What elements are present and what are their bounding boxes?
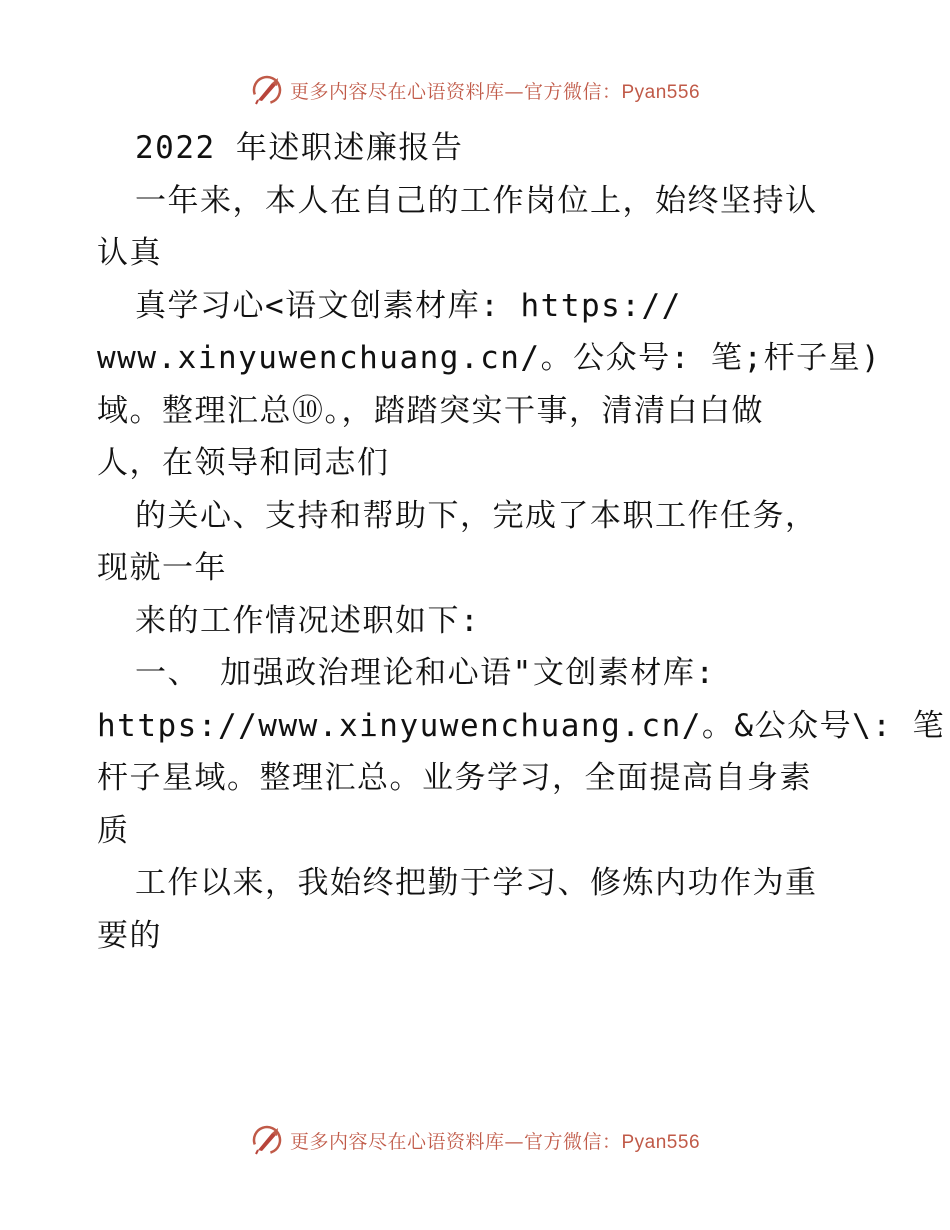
footer-banner[interactable] [0,1120,950,1160]
document-line: 要的 [97,917,162,954]
document-line: 杆子星域。整理汇总。业务学习，全面提高自身素 [97,760,812,796]
header-banner[interactable] [0,70,950,110]
document-line: 一、 加强政治理论和心语"文创素材库: [135,655,716,691]
document-line: 真学习心<语文创素材库: https:// [135,287,682,324]
header-banner-text: 更多内容尽在心语资料库—官方微信：Pyan556 [289,80,701,103]
document-line: 工作以来，我始终把勤于学习、修炼内功作为重 [135,865,818,901]
quill-pen-logo-icon [250,73,284,107]
quill-pen-logo-icon [250,1123,284,1157]
document-line: https://www.xinyuwenchuang.cn/。&公众号\: 笔 [97,707,946,744]
document-line: 一年来，本人在自己的工作岗位上，始终坚持认 [135,182,818,219]
footer-banner-text: 更多内容尽在心语资料库—官方微信：Pyan556 [289,1130,701,1153]
header-wechat-id: Pyan556 [621,81,701,103]
document-line: 现就一年 [97,550,227,586]
document-line: 域。整理汇总⑩。，踏踏突实干事，清清白白做 [97,392,764,429]
document-line: 认真 [97,235,162,271]
footer-wechat-id: Pyan556 [621,1131,701,1153]
document-line: 2022 年述职述廉报告 [135,130,464,166]
document-line: 来的工作情况述职如下: [135,602,481,639]
document-line: 人，在领导和同志们 [97,445,390,481]
document-body [97,122,946,962]
document-line: www.xinyuwenchuang.cn/。公众号: 笔;杆子星) [97,340,882,376]
document-line: 的关心、支持和帮助下，完成了本职工作任务， [135,497,818,534]
document-line: 质 [97,812,130,849]
